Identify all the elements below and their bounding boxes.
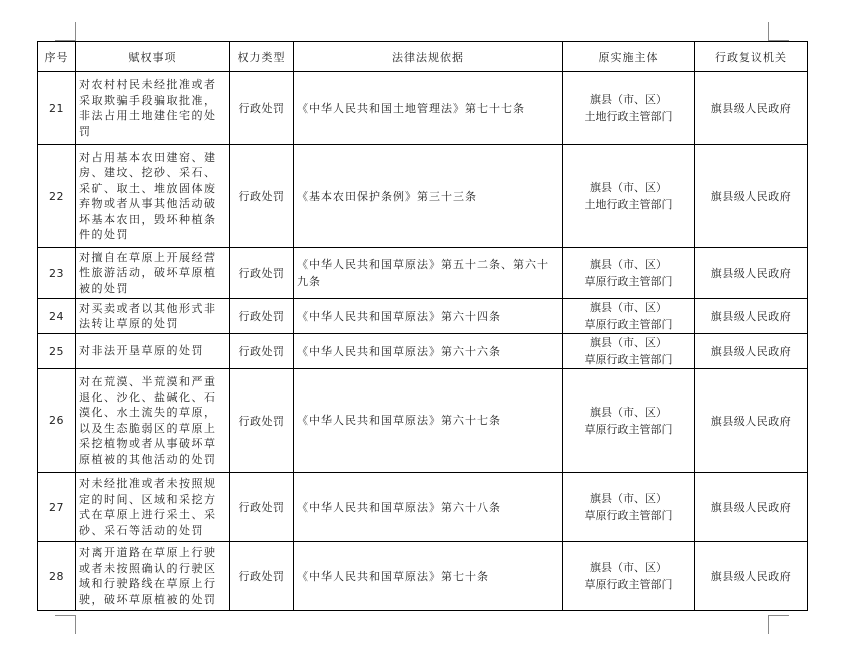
row-legal-basis: 《中华人民共和国草原法》第七十条 bbox=[294, 542, 563, 611]
table-row bbox=[38, 542, 808, 611]
row-number: 21 bbox=[38, 72, 76, 145]
row-matter: 对擅自在草原上开展经营性旅游活动，破坏草原植被的处罚 bbox=[76, 248, 230, 299]
header-matter: 赋权事项 bbox=[76, 42, 230, 72]
row-number: 24 bbox=[38, 299, 76, 334]
row-implementing-body bbox=[563, 542, 695, 611]
org-line-2: 土地行政主管部门 bbox=[584, 110, 673, 123]
row-number: 28 bbox=[38, 542, 76, 611]
row-power-type: 行政处罚 bbox=[230, 334, 294, 369]
row-matter: 对在荒漠、半荒漠和严重退化、沙化、盐碱化、石漠化、水土流失的草原，以及生态脆弱区的草原上采挖植物或者从事破坏草原植被的其他活动的处罚 bbox=[76, 369, 230, 473]
row-implementing-body bbox=[563, 145, 695, 248]
row-review-authority: 旗县级人民政府 bbox=[695, 473, 808, 542]
row-review-authority: 旗县级人民政府 bbox=[695, 334, 808, 369]
org-line-2: 草原行政主管部门 bbox=[584, 509, 673, 522]
table-header-row bbox=[38, 42, 808, 72]
table-row bbox=[38, 369, 808, 473]
row-implementing-body bbox=[563, 369, 695, 473]
org-line-2: 草原行政主管部门 bbox=[584, 275, 673, 288]
org-line-2: 土地行政主管部门 bbox=[584, 198, 673, 211]
crop-mark-bottom-right bbox=[768, 615, 789, 634]
row-legal-basis: 《中华人民共和国草原法》第六十六条 bbox=[294, 334, 563, 369]
row-legal-basis: 《中华人民共和国草原法》第六十四条 bbox=[294, 299, 563, 334]
crop-mark-top-right bbox=[768, 22, 789, 41]
table-row bbox=[38, 72, 808, 145]
row-legal-basis: 《中华人民共和国草原法》第五十二条、第六十九条 bbox=[294, 248, 563, 299]
row-power-type: 行政处罚 bbox=[230, 369, 294, 473]
row-power-type: 行政处罚 bbox=[230, 542, 294, 611]
row-review-authority: 旗县级人民政府 bbox=[695, 299, 808, 334]
table-row bbox=[38, 299, 808, 334]
header-number: 序号 bbox=[38, 42, 76, 72]
org-line-1: 旗县（市、区） bbox=[590, 181, 667, 194]
row-matter: 对离开道路在草原上行驶或者未按照确认的行驶区域和行驶路线在草原上行驶，破坏草原植被的处罚 bbox=[76, 542, 230, 611]
row-number: 25 bbox=[38, 334, 76, 369]
row-number: 23 bbox=[38, 248, 76, 299]
org-line-2: 草原行政主管部门 bbox=[584, 578, 673, 591]
org-line-1: 旗县（市、区） bbox=[590, 258, 667, 271]
row-review-authority: 旗县级人民政府 bbox=[695, 72, 808, 145]
row-legal-basis: 《中华人民共和国草原法》第六十八条 bbox=[294, 473, 563, 542]
row-review-authority: 旗县级人民政府 bbox=[695, 145, 808, 248]
row-implementing-body bbox=[563, 334, 695, 369]
header-power-type: 权力类型 bbox=[230, 42, 294, 72]
org-line-2: 草原行政主管部门 bbox=[584, 318, 673, 331]
header-review-authority: 行政复议机关 bbox=[695, 42, 808, 72]
row-power-type: 行政处罚 bbox=[230, 145, 294, 248]
org-line-1: 旗县（市、区） bbox=[590, 336, 667, 349]
row-implementing-body bbox=[563, 248, 695, 299]
header-implementing-body: 原实施主体 bbox=[563, 42, 695, 72]
row-power-type: 行政处罚 bbox=[230, 72, 294, 145]
row-matter: 对非法开垦草原的处罚 bbox=[76, 334, 230, 369]
crop-mark-bottom-left bbox=[55, 615, 76, 634]
row-implementing-body bbox=[563, 473, 695, 542]
row-review-authority: 旗县级人民政府 bbox=[695, 542, 808, 611]
org-line-1: 旗县（市、区） bbox=[590, 301, 667, 314]
row-implementing-body bbox=[563, 299, 695, 334]
row-power-type: 行政处罚 bbox=[230, 299, 294, 334]
power-list-table bbox=[37, 41, 808, 611]
row-legal-basis: 《基本农田保护条例》第三十三条 bbox=[294, 145, 563, 248]
row-power-type: 行政处罚 bbox=[230, 248, 294, 299]
org-line-1: 旗县（市、区） bbox=[590, 93, 667, 106]
row-power-type: 行政处罚 bbox=[230, 473, 294, 542]
row-legal-basis: 《中华人民共和国土地管理法》第七十七条 bbox=[294, 72, 563, 145]
row-implementing-body bbox=[563, 72, 695, 145]
row-number: 27 bbox=[38, 473, 76, 542]
table-row bbox=[38, 145, 808, 248]
org-line-1: 旗县（市、区） bbox=[590, 492, 667, 505]
row-number: 26 bbox=[38, 369, 76, 473]
row-matter: 对未经批准或者未按照规定的时间、区域和采挖方式在草原上进行采土、采砂、采石等活动的处罚 bbox=[76, 473, 230, 542]
row-matter: 对买卖或者以其他形式非法转让草原的处罚 bbox=[76, 299, 230, 334]
row-matter: 对农村村民未经批准或者采取欺骗手段骗取批准，非法占用土地建住宅的处罚 bbox=[76, 72, 230, 145]
table-row bbox=[38, 248, 808, 299]
row-review-authority: 旗县级人民政府 bbox=[695, 248, 808, 299]
table-row bbox=[38, 473, 808, 542]
row-review-authority: 旗县级人民政府 bbox=[695, 369, 808, 473]
row-legal-basis: 《中华人民共和国草原法》第六十七条 bbox=[294, 369, 563, 473]
org-line-1: 旗县（市、区） bbox=[590, 405, 667, 419]
org-line-2: 草原行政主管部门 bbox=[584, 353, 673, 366]
org-line-2: 草原行政主管部门 bbox=[584, 422, 673, 436]
table-row bbox=[38, 334, 808, 369]
row-matter: 对占用基本农田建窑、建房、建坟、挖砂、采石、采矿、取土、堆放固体废弃物或者从事其他活动破坏基本农田，毁坏种植条件的处罚 bbox=[76, 145, 230, 248]
row-number: 22 bbox=[38, 145, 76, 248]
header-legal-basis: 法律法规依据 bbox=[294, 42, 563, 72]
org-line-1: 旗县（市、区） bbox=[590, 561, 667, 574]
crop-mark-top-left bbox=[55, 22, 76, 41]
